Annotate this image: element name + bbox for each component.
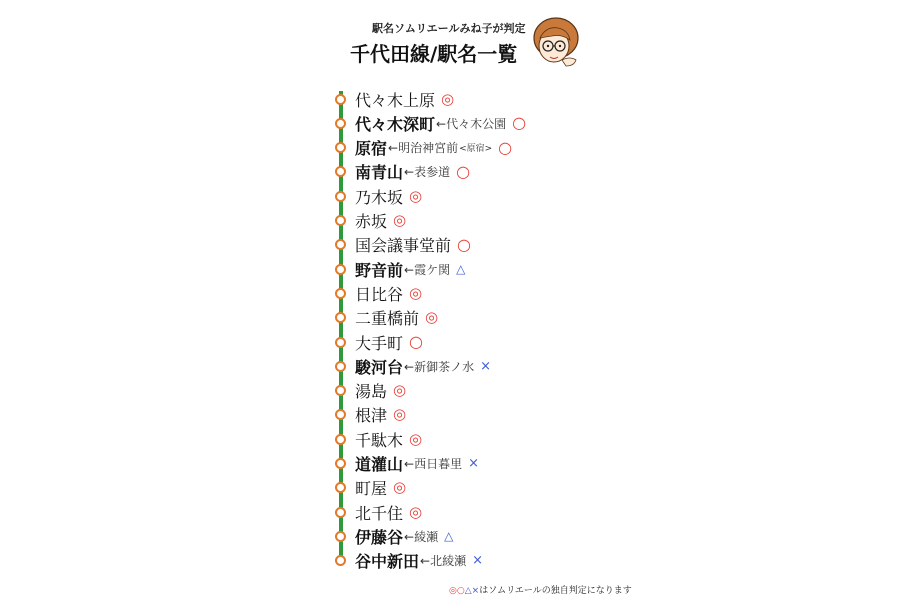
station-dot-icon bbox=[335, 531, 346, 542]
station-row bbox=[330, 137, 512, 159]
station-name: 代々木深町 bbox=[355, 114, 436, 134]
station-row bbox=[330, 404, 406, 426]
rating-mark: × bbox=[480, 358, 491, 374]
rating-mark: ○ bbox=[498, 137, 513, 157]
station-dot-icon bbox=[335, 94, 346, 105]
former-station-name: ←新御茶ノ水 bbox=[404, 359, 475, 374]
header bbox=[330, 18, 560, 70]
rating-mark: ◎ bbox=[409, 186, 423, 205]
station-name: 国会議事堂前 bbox=[355, 236, 452, 256]
station-row bbox=[330, 355, 491, 377]
legend-cross-mark: × bbox=[471, 586, 480, 596]
chiyoda-line-diagram bbox=[330, 88, 620, 572]
rating-mark: △ bbox=[456, 262, 466, 277]
rating-mark: ◎ bbox=[409, 429, 423, 448]
rating-mark: ○ bbox=[512, 113, 527, 133]
rating-mark: ◎ bbox=[393, 381, 407, 400]
legend-footnote bbox=[449, 583, 632, 596]
station-dot-icon bbox=[335, 361, 346, 372]
station-row bbox=[330, 428, 422, 450]
rating-mark: ◎ bbox=[393, 211, 407, 229]
station-row bbox=[330, 550, 483, 572]
station-name: 二重橋前 bbox=[355, 309, 420, 329]
rating-mark: ◎ bbox=[409, 283, 423, 302]
station-dot-icon bbox=[335, 288, 346, 299]
rating-mark: ◎ bbox=[441, 89, 455, 108]
former-station-name: ←代々木公園 bbox=[436, 116, 507, 131]
former-station-name: ←西日暮里 bbox=[404, 457, 463, 471]
rating-mark: × bbox=[472, 553, 483, 569]
former-station-name: ←明治神宮前 bbox=[388, 141, 459, 156]
legend-double-mark: ◎ bbox=[449, 586, 457, 596]
station-dot-icon bbox=[335, 385, 346, 396]
rating-mark: ◎ bbox=[409, 502, 423, 521]
station-name: 道灌山 bbox=[355, 455, 404, 474]
station-name: 伊藤谷 bbox=[355, 527, 404, 547]
station-row bbox=[330, 525, 453, 547]
former-station-name: ←表参道 bbox=[404, 165, 451, 180]
station-name: 谷中新田 bbox=[355, 552, 420, 572]
station-name: 原宿 bbox=[355, 139, 388, 159]
rating-mark: △ bbox=[444, 529, 454, 544]
station-row bbox=[330, 477, 406, 499]
station-dot-icon bbox=[335, 215, 346, 226]
station-row bbox=[330, 453, 479, 475]
station-row bbox=[330, 501, 422, 523]
station-name: 代々木上原 bbox=[355, 90, 436, 110]
former-station-name: ←綾瀬 bbox=[404, 529, 439, 544]
station-dot-icon bbox=[335, 507, 346, 518]
rating-mark: × bbox=[468, 456, 479, 471]
station-name: 日比谷 bbox=[355, 284, 404, 304]
station-row bbox=[330, 282, 422, 304]
station-dot-icon bbox=[335, 312, 346, 323]
station-dot-icon bbox=[335, 142, 346, 153]
rating-mark: ○ bbox=[456, 161, 471, 181]
station-name: 湯島 bbox=[355, 382, 388, 402]
station-row bbox=[330, 258, 465, 280]
station-row bbox=[330, 210, 406, 232]
legend-triangle-mark: △ bbox=[464, 586, 472, 596]
station-dot-icon bbox=[335, 555, 346, 566]
station-dot-icon bbox=[335, 434, 346, 445]
station-name: 南青山 bbox=[355, 163, 404, 183]
station-row bbox=[330, 331, 423, 353]
station-dot-icon bbox=[335, 239, 346, 250]
station-name: 根津 bbox=[355, 406, 388, 426]
station-row bbox=[330, 161, 470, 183]
station-name: 千駄木 bbox=[355, 430, 404, 450]
former-station-note: <原宿> bbox=[459, 144, 493, 155]
station-row bbox=[330, 185, 422, 207]
former-station-name: ←北綾瀬 bbox=[420, 554, 467, 569]
station-name: 赤坂 bbox=[355, 212, 388, 231]
rating-mark: ◎ bbox=[425, 308, 439, 327]
station-row bbox=[330, 112, 526, 134]
legend-text: はソムリエールの独自判定になります bbox=[479, 586, 632, 596]
legend-circle-mark: ○ bbox=[456, 586, 465, 596]
station-dot-icon bbox=[335, 482, 346, 493]
rating-mark: ○ bbox=[457, 234, 471, 254]
rating-mark: ◎ bbox=[393, 405, 407, 424]
rating-mark: ○ bbox=[409, 332, 423, 351]
mascot-face-icon bbox=[532, 16, 582, 72]
station-dot-icon bbox=[335, 409, 346, 420]
station-row bbox=[330, 307, 438, 329]
rating-mark: ◎ bbox=[393, 478, 407, 497]
station-dot-icon bbox=[335, 337, 346, 348]
former-station-name: ←霞ケ関 bbox=[404, 262, 451, 277]
station-row bbox=[330, 234, 471, 256]
station-dot-icon bbox=[335, 191, 346, 202]
station-dot-icon bbox=[335, 264, 346, 275]
station-name: 大手町 bbox=[355, 333, 404, 353]
station-name: 北千住 bbox=[355, 503, 404, 523]
page-title: 千代田線/駅名一覧 bbox=[350, 42, 518, 66]
station-name: 野音前 bbox=[355, 260, 404, 280]
station-dot-icon bbox=[335, 458, 346, 469]
station-dot-icon bbox=[335, 166, 346, 177]
subtitle: 駅名ソムリエールみね子が判定 bbox=[372, 22, 526, 35]
station-name: 乃木坂 bbox=[355, 187, 404, 207]
station-row bbox=[330, 88, 454, 110]
station-row bbox=[330, 380, 406, 402]
station-name: 町屋 bbox=[355, 479, 388, 499]
station-dot-icon bbox=[335, 118, 346, 129]
station-name: 駿河台 bbox=[355, 357, 404, 377]
